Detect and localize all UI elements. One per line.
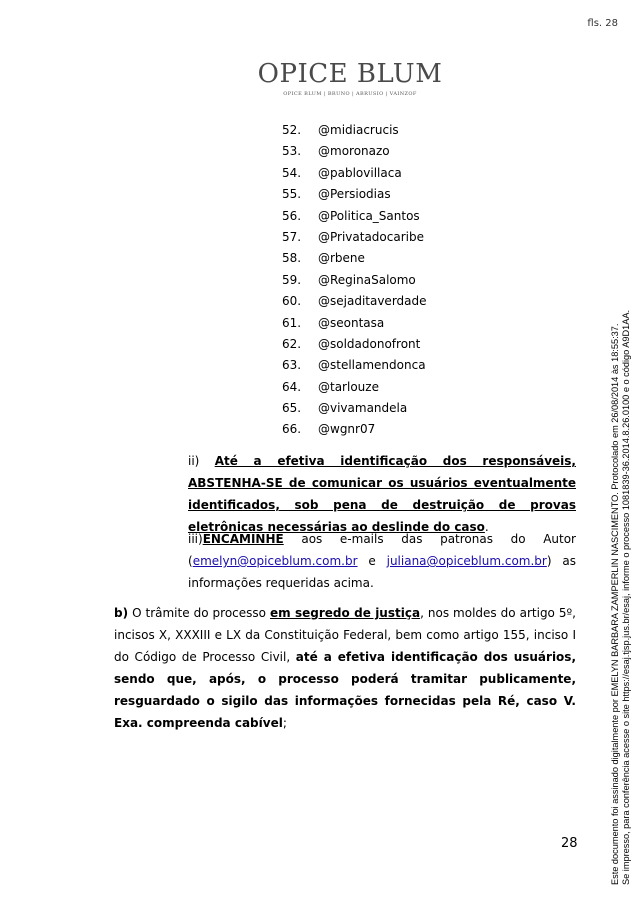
item-iii-verb: ENCAMINHE	[202, 532, 284, 546]
logo-subtitle: OPICE BLUM | BRUNO | ABRUSIO | VAINZOF	[283, 91, 417, 97]
list-handle: @seontasa	[318, 315, 385, 330]
item-label: b)	[114, 606, 129, 620]
list-item	[282, 248, 482, 269]
list-number: 56.	[282, 208, 302, 223]
list-item	[282, 291, 482, 312]
email-link-juliana[interactable]: juliana@opiceblum.com.br	[386, 554, 547, 568]
list-handle: @tarlouze	[318, 379, 379, 394]
list-handle: @midiacrucis	[318, 123, 399, 137]
item-ii-text: Até a efetiva identificação dos responsáveis, ABSTENHA-SE de comunicar os usuários eventualmente identificados, sob pena de destruição de provas eletrônicas necessárias ao deslinde do caso	[188, 454, 576, 534]
item-iii-text-3: ) as informações requeridas acima.	[188, 554, 576, 590]
item-label: ii)	[188, 454, 200, 468]
item-ii-end: .	[484, 520, 489, 534]
list-number: 63.	[282, 358, 302, 373]
list-handle: @pablovillaca	[318, 165, 402, 180]
email-link-emelyn[interactable]: emelyn@opiceblum.com.br	[192, 554, 358, 568]
item-label: iii)	[188, 532, 203, 546]
list-item	[282, 398, 482, 419]
firm-logo	[240, 60, 460, 97]
paragraph-item-ii	[188, 450, 576, 538]
item-b-bold: até a efetiva identificação dos usuários, sendo que, após, o processo poderá tramitar publicamente, resguardado o sigilo das informações fornecidas pela Ré, caso V. Exa. compreenda cabível	[114, 650, 576, 730]
paragraph-item-b	[114, 602, 576, 734]
list-number: 62.	[282, 336, 302, 351]
list-item	[282, 419, 482, 440]
list-handle: @Politica_Santos	[318, 208, 420, 223]
list-handle: @moronazo	[318, 144, 390, 159]
list-item	[282, 270, 482, 291]
item-b-text-1: O trâmite do processo	[128, 606, 270, 620]
list-number: 52.	[282, 123, 302, 137]
list-handle: @sejaditaverdade	[318, 294, 427, 309]
list-number: 65.	[282, 401, 302, 416]
list-handle: @Persiodias	[318, 187, 391, 202]
list-item	[282, 206, 482, 227]
list-item	[282, 120, 482, 141]
list-handle: @vivamandela	[318, 401, 408, 416]
page-stamp-fls: fls. 28	[587, 18, 618, 29]
item-b-text-2: , nos moldes do artigo 5º, incisos X, XXXIII e LX da Constituição Federal, bem como artigo 155, inciso I do Código de Processo Civil,	[114, 606, 576, 664]
list-item	[282, 377, 482, 398]
list-handle: @ReginaSalomo	[318, 272, 416, 287]
item-iii-text-1: aos e-mails das patronas do Autor (	[188, 532, 576, 568]
list-item	[282, 313, 482, 334]
signature-line-1: Este documento foi assinado digitalmente por EMELYN BARBARA ZAMPERLIN NASCIMENTO. Protocolado em 26/08/2014 às 18:55:37.	[610, 323, 620, 885]
list-handle: @Privatadocaribe	[318, 229, 424, 244]
list-handle: @stellamendonca	[318, 358, 426, 373]
list-number: 64.	[282, 379, 302, 394]
list-item	[282, 141, 482, 162]
page-number: 28	[561, 836, 578, 851]
list-item	[282, 355, 482, 376]
list-number: 60.	[282, 294, 302, 309]
list-item	[282, 227, 482, 248]
list-number: 55.	[282, 187, 302, 202]
handle-list	[282, 120, 482, 441]
list-handle: @rbene	[318, 251, 365, 266]
list-handle: @wgnr07	[318, 422, 376, 437]
list-item	[282, 163, 482, 184]
list-handle: @soldadonofront	[318, 336, 421, 351]
item-b-end: ;	[282, 716, 287, 730]
digital-signature-note	[610, 285, 632, 885]
item-b-underlined: em segredo de justiça	[270, 606, 421, 620]
signature-line-2: Se impresso, para conferência acesse o site https://esaj.tjsp.jus.br/esaj, informe o processo 1081839-36.2014.8.26.0100 e o código A9D1AA.	[621, 309, 631, 885]
list-number: 54.	[282, 165, 302, 180]
list-item	[282, 334, 482, 355]
list-item	[282, 184, 482, 205]
list-number: 58.	[282, 251, 302, 266]
list-number: 53.	[282, 144, 302, 159]
list-number: 66.	[282, 422, 302, 437]
item-iii-text-2: e	[357, 554, 387, 568]
list-number: 57.	[282, 229, 302, 244]
list-number: 59.	[282, 272, 302, 287]
paragraph-item-iii	[188, 528, 576, 594]
list-number: 61.	[282, 315, 302, 330]
logo-name: OPICE BLUM	[257, 59, 443, 89]
